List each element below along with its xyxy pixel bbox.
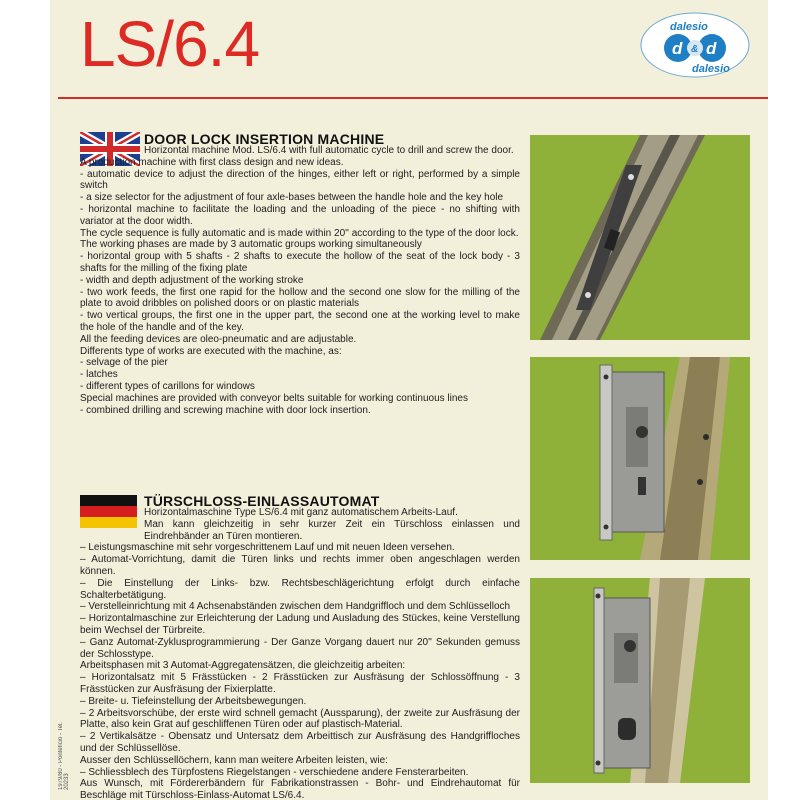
- text-line: - combined drilling and screwing machine with door lock insertion.: [80, 404, 371, 416]
- dalesio-logo: [640, 12, 750, 78]
- text-line: - selvage of the pier: [80, 357, 168, 369]
- text-line: - two vertical groups, the first one in the upper part, the second one at the working level to make the hole of the handle and of the key.: [80, 310, 520, 333]
- text-line: Horizontalmaschine Type LS/6.4 mit ganz automatischem Arbeits-Lauf.: [144, 507, 458, 518]
- text-line: – Die Einstellung der Links- bzw. Rechtsbeschlägerichtung erfolgt durch einfache Schalterbetätigung.: [80, 577, 520, 601]
- text-line: – 2 Arbeitsvorschübe, der erste wird schnell gemacht (Aussparung), der zweite zur Ausfräsung der Platte, also kein Grat auf geschliffenen Türen oder auf plastisch-Material.: [80, 707, 520, 731]
- text-line: – Schliessblech des Türpfostens Riegelstangen - verschiedene andere Fensterarbeiten.: [80, 766, 469, 778]
- text-line: - a size selector for the adjustment of four axle-bases between the handle hole and the key hole: [80, 192, 504, 204]
- catalog-page: [50, 0, 768, 800]
- page-title: LS/6.4: [80, 8, 260, 80]
- text-line: Man kann gleichzeitig in sehr kurzer Zeit ein Türschloss einlassen und Eindrehbänder an Türen montieren.: [144, 518, 520, 542]
- door-lock-photo-2: [530, 357, 750, 560]
- logo-initial-left: d: [672, 39, 683, 58]
- text-line: – Leistungsmaschine mit sehr vorgeschrittenem Lauf und mit neuen Ideen versehen.: [80, 542, 455, 554]
- logo-bottom-text: dalesio: [692, 63, 730, 75]
- text-line: – Verstelleinrichtung mit 4 Achsenabständen zwischen dem Handgriffloch und dem Schlüsselloch: [80, 601, 511, 613]
- text-line: All the feeding devices are oleo-pneumatic and are adjustable.: [80, 333, 357, 345]
- text-line: A production machine with first class design and new ideas.: [80, 156, 344, 168]
- text-line: - horizontal machine to facilitate the loading and the unloading of the piece - no shifting with variator at the door width.: [80, 203, 520, 227]
- text-line: Ausser den Schlüssellöchern, kann man weitere Arbeiten leisten, wie:: [80, 754, 388, 766]
- text-line: The working phases are made by 3 automatic groups working simultaneously: [80, 239, 422, 251]
- title-divider: [58, 97, 768, 99]
- text-line: Differents type of works are executed with the machine, as:: [80, 345, 342, 357]
- logo-top-text: dalesio: [670, 21, 708, 33]
- text-line: Special machines are provided with conveyor belts suitable for working continuous lines: [80, 392, 468, 404]
- english-heading: DOOR LOCK INSERTION MACHINE: [144, 131, 385, 147]
- text-line: – Breite- u. Tiefeinstellung der Arbeitsbewegungen.: [80, 695, 307, 707]
- text-line: - different types of carillons for windows: [80, 380, 255, 392]
- logo-ampersand: &: [691, 44, 699, 55]
- text-line: – 2 Vertikalsätze - Obensatz und Untersatz dem Arbeittisch zur Ausfräsung des Handgriffloches und der Schlüssellöse.: [80, 731, 520, 754]
- german-description: [80, 507, 520, 800]
- printer-imprint: 1979/80 - Ponteficio - Tel. 20233: [58, 722, 70, 790]
- text-line: – Ganz Automat-Zyklusprogrammierung - Der Ganze Vorgang dauert nur 20'' Sekunden gemuss der Schlosstype.: [80, 636, 520, 660]
- text-line: - width and depth adjustment of the working stroke: [80, 274, 304, 286]
- text-line: Arbeitsphasen mit 3 Automat-Aggregatensätzen, die gleichzeitig arbeiten:: [80, 660, 406, 672]
- text-line: Horizontal machine Mod. LS/6.4 with full automatic cycle to drill and screw the door.: [144, 145, 514, 156]
- text-line: – Automat-Vorrichtung, damit die Türen links und rechts immer oben angeschlagen werden können.: [80, 554, 520, 577]
- text-line: - horizontal group with 5 shafts - 2 shafts to execute the hollow of the seat of the lock body - 3 shafts for the milling of the fixing plate: [80, 251, 520, 274]
- door-lock-photo-1: [530, 135, 750, 340]
- text-line: - latches: [80, 369, 118, 381]
- logo-initial-right: d: [706, 39, 717, 58]
- english-description: [80, 145, 520, 416]
- text-line: Aus Wunsch, mit Fördererbändern für Fabrikationstrassen - Bohr- und Eindrehautomat für Beschläge mit Türschloss-Einlass-Automat LS/6.4.: [80, 778, 520, 800]
- door-lock-photo-3: [530, 578, 750, 783]
- german-heading: TÜRSCHLOSS-EINLASSAUTOMAT: [144, 493, 380, 509]
- text-line: – Horizontalmaschine zur Erleichterung der Ladung und Ausladung des Stückes, keine Verstellung beim Wechsel der Türbreite.: [80, 613, 520, 636]
- text-line: - automatic device to adjust the direction of the hinges, either left or right, performed by a simple switch: [80, 168, 520, 192]
- text-line: The cycle sequence is fully automatic and is made within 20'' according to the type of the door lock.: [80, 227, 519, 239]
- text-line: - two work feeds, the first one rapid for the hollow and the second one slow for the milling of the plate to avoid dribbles on polished doors or on plastic materials: [80, 286, 520, 310]
- text-line: – Horizontalsatz mit 5 Frässtücken - 2 Frässtücken zur Ausfräsung der Schlossöffnung - 3 Frässtücken zur Ausfräsung der Fixierplatte.: [80, 672, 520, 695]
